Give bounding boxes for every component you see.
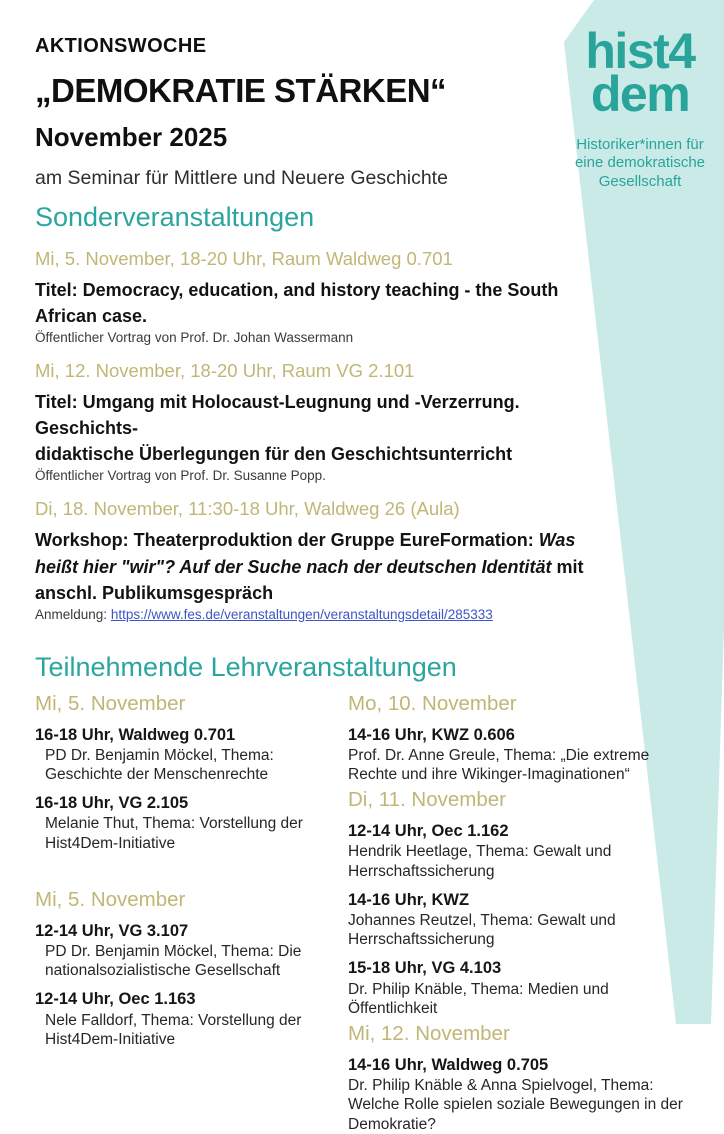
kicker: AKTIONSWOCHE	[35, 35, 207, 57]
special-event-3	[35, 498, 615, 621]
poster-content	[35, 0, 693, 1134]
registration-label: Anmeldung:	[35, 606, 111, 622]
entry-time: 14-16 Uhr, Waldweg 0.705	[348, 1055, 549, 1074]
event-title-line: Titel: Umgang mit Holocaust-Leugnung und -Verzerrung. Geschichts-	[35, 392, 520, 439]
section-heading-participating: Teilnehmende Lehrveranstaltungen	[35, 651, 457, 682]
day-heading: Mo, 10. November	[348, 691, 517, 715]
logo-word-top: hist4	[585, 23, 695, 79]
day-block	[348, 789, 693, 1018]
entry-time: 12-14 Uhr, Oec 1.163	[35, 990, 196, 1009]
special-event-2	[35, 360, 615, 483]
event-title	[35, 527, 615, 605]
day-block	[35, 693, 348, 853]
day-block	[35, 889, 348, 1049]
day-block	[348, 693, 693, 785]
logo-tagline-line: Gesellschaft	[598, 172, 682, 190]
entry-desc: PD Dr. Benjamin Möckel, Thema: Die nationalsozialistische Gesellschaft	[45, 942, 302, 980]
entry-time: 12-14 Uhr, VG 3.107	[35, 921, 189, 940]
entry-time: 16-18 Uhr, VG 2.105	[35, 794, 189, 813]
day-heading: Mi, 5. November	[35, 691, 186, 715]
event-date: Mi, 12. November, 18-20 Uhr, Raum VG 2.101	[35, 360, 415, 382]
day-heading: Di, 11. November	[348, 788, 506, 812]
day-heading: Mi, 5. November	[35, 887, 186, 911]
event-title	[35, 389, 615, 467]
day-block	[348, 1023, 693, 1134]
entry-desc: Nele Falldorf, Thema: Vorstellung der Hist4Dem-Initiative	[45, 1011, 302, 1048]
page-title: „DEMOKRATIE STÄRKEN“	[35, 72, 447, 109]
entry-time: 14-16 Uhr, KWZ 0.606	[348, 725, 515, 744]
entry-time: 15-18 Uhr, VG 4.103	[348, 959, 502, 978]
entry-desc: Dr. Philip Knäble, Thema: Medien und Öffentlichkeit	[348, 980, 609, 1017]
special-event-1	[35, 248, 615, 345]
entry-desc: Johannes Reutzel, Thema: Gewalt und Herrschaftssicherung	[348, 911, 616, 949]
logo-tagline-line: Historiker*innen für	[576, 136, 704, 153]
entry-time: 14-16 Uhr, KWZ	[348, 890, 470, 909]
day-heading: Mi, 12. November	[348, 1021, 510, 1045]
registration-link[interactable]: https://www.fes.de/veranstaltungen/veranstaltungsdetail/285333	[110, 606, 493, 622]
event-title-line: didaktische Überlegungen für den Geschichtsunterricht	[35, 444, 513, 465]
logo-word-bottom: dem	[590, 66, 690, 122]
workshop-title-suffix: mit anschl. Publikumsgespräch	[35, 556, 584, 603]
event-note: Öffentlicher Vortrag von Prof. Dr. Susanne Popp.	[35, 468, 326, 484]
event-title: Titel: Democracy, education, and history teaching - the South African case.	[35, 280, 559, 327]
participating-columns	[35, 693, 693, 1134]
entry-time: 16-18 Uhr, Waldweg 0.701	[35, 725, 236, 744]
workshop-title-italic: Was heißt hier "wir"? Auf der Suche nach der deutschen Identität	[35, 530, 576, 577]
event-date: Di, 18. November, 11:30-18 Uhr, Waldweg 26 (Aula)	[35, 498, 460, 520]
entry-time: 12-14 Uhr, Oec 1.162	[348, 822, 509, 841]
participating-column-right	[348, 693, 693, 1134]
page-subtitle: November 2025	[35, 122, 228, 152]
entry-desc: PD Dr. Benjamin Möckel, Thema: Geschichte der Menschenrechte	[45, 746, 274, 784]
entry-desc: Hendrik Heetlage, Thema: Gewalt und Herrschaftssicherung	[348, 843, 612, 880]
section-heading-special: Sonderveranstaltungen	[35, 202, 315, 232]
participating-column-left	[35, 693, 348, 1134]
entry-desc: Melanie Thut, Thema: Vorstellung der Hist4Dem-Initiative	[45, 815, 303, 852]
event-note: Öffentlicher Vortrag von Prof. Dr. Johan Wassermann	[35, 330, 354, 346]
entry-desc: Dr. Philip Knäble & Anna Spielvogel, Thema: Welche Rolle spielen soziale Bewegungen in der Demokratie?	[348, 1077, 683, 1133]
logo-tagline-line: eine demokratische	[574, 154, 706, 172]
entry-desc: Prof. Dr. Anne Greule, Thema: „Die extreme Rechte und ihre Wikinger-Imaginationen“	[348, 746, 650, 784]
workshop-title-prefix: Workshop: Theaterproduktion der Gruppe EureFormation:	[35, 530, 539, 551]
event-date: Mi, 5. November, 18-20 Uhr, Raum Waldweg 0.701	[35, 248, 453, 269]
registration-line	[35, 607, 615, 622]
seminar-line: am Seminar für Mittlere und Neuere Geschichte	[35, 167, 448, 189]
